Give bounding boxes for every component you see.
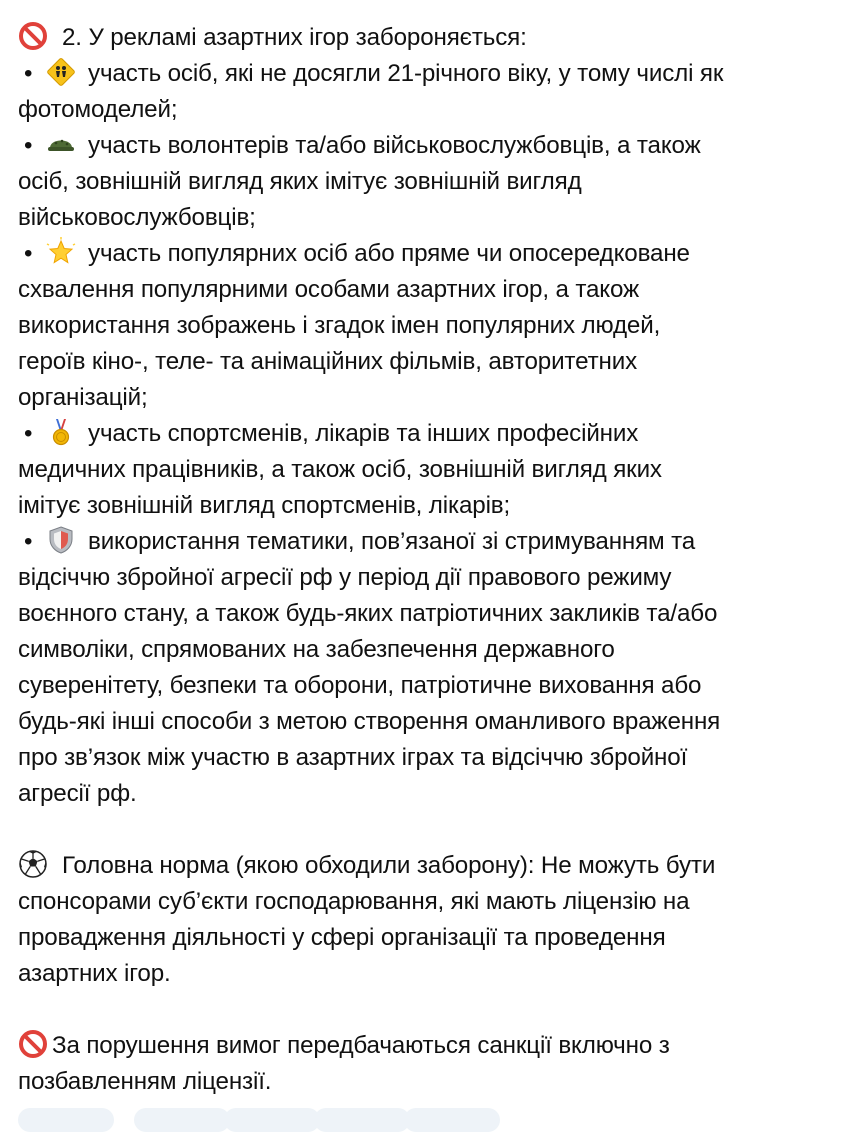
bullet-line: про зв’язок між участю в азартних іграх та відсіччю збройної — [18, 744, 688, 771]
bullet-dot: • — [24, 240, 33, 267]
main-rule-line: азартних ігор. — [18, 960, 171, 987]
prohibited-icon — [18, 21, 50, 51]
bullet-line: осіб, зовнішній вигляд яких імітує зовнішній вигляд — [18, 168, 582, 195]
main-rule-line: спонсорами суб’єкти господарювання, які мають ліцензію на — [18, 888, 690, 915]
bullet-line: героїв кіно-, теле- та анімаційних фільмів, авторитетних — [18, 348, 638, 375]
main-rule-line — [18, 848, 844, 884]
bullet-first-line: використання тематики, пов’язаної зі стримуванням та — [88, 528, 696, 555]
main-rule-first-line: Головна норма (якою обходили заборону): Не можуть бути — [62, 852, 716, 879]
soccer-ball-icon — [18, 849, 50, 879]
reaction-button[interactable] — [224, 1108, 320, 1132]
bullet-line: символіки, спрямованих на забезпечення державного — [18, 636, 615, 663]
bullet-line: схвалення популярними особами азартних ігор, а також — [18, 276, 640, 303]
bullet-item — [18, 56, 844, 92]
reaction-button[interactable] — [314, 1108, 410, 1132]
reactions-bar — [18, 1108, 844, 1128]
prohibited-icon — [18, 1029, 50, 1059]
bullet-item — [18, 128, 844, 164]
bullet-line: фотомоделей; — [18, 96, 178, 123]
paragraph-gap — [18, 992, 844, 1028]
bullet-dot: • — [24, 420, 33, 447]
shield-icon — [46, 525, 78, 555]
bullet-first-line: участь осіб, які не досягли 21-річного віку, у тому числі як — [88, 60, 724, 87]
paragraph-gap — [18, 812, 844, 848]
bullet-line: воєнного стану, а також будь-яких патріотичних закликів та/або — [18, 600, 718, 627]
reaction-button[interactable] — [404, 1108, 500, 1132]
bullet-dot: • — [24, 528, 33, 555]
bullet-dot: • — [24, 60, 33, 87]
reaction-button[interactable] — [18, 1108, 114, 1132]
heading-line — [18, 20, 844, 56]
bullet-line: агресії рф. — [18, 780, 137, 807]
bullet-item — [18, 524, 844, 560]
sanctions-line — [18, 1028, 844, 1064]
heading-text: 2. У рекламі азартних ігор забороняється: — [62, 24, 527, 51]
bullet-first-line: участь популярних осіб або пряме чи опосередковане — [88, 240, 690, 267]
bullet-line: організацій; — [18, 384, 148, 411]
sanctions-line: позбавленням ліцензії. — [18, 1068, 272, 1095]
bullet-line: військовослужбовців; — [18, 204, 256, 231]
children-crossing-icon — [46, 57, 78, 87]
reaction-button[interactable] — [134, 1108, 230, 1132]
military-helmet-icon — [46, 129, 78, 159]
bullet-first-line: участь волонтерів та/або військовослужбовців, а також — [88, 132, 701, 159]
message-text — [18, 20, 844, 1100]
bullet-first-line: участь спортсменів, лікарів та інших професійних — [88, 420, 639, 447]
bullet-line: суверенітету, безпеки та оборони, патріотичне виховання або — [18, 672, 702, 699]
glowing-star-icon — [46, 237, 78, 267]
bullet-line: будь-які інші способи з метою створення оманливого враження — [18, 708, 721, 735]
bullet-line: використання зображень і згадок імен популярних людей, — [18, 312, 661, 339]
bullet-line: імітує зовнішній вигляд спортсменів, лікарів; — [18, 492, 511, 519]
sports-medal-icon — [46, 417, 78, 447]
sanctions-first-line: За порушення вимог передбачаються санкції включно з — [52, 1032, 670, 1059]
bullet-dot: • — [24, 132, 33, 159]
bullet-line: медичних працівників, а також осіб, зовнішній вигляд яких — [18, 456, 662, 483]
bullet-item — [18, 416, 844, 452]
bullet-item — [18, 236, 844, 272]
bullet-line: відсіччю збройної агресії рф у період дії правового режиму — [18, 564, 672, 591]
main-rule-line: провадження діяльності у сфері організації та проведення — [18, 924, 666, 951]
